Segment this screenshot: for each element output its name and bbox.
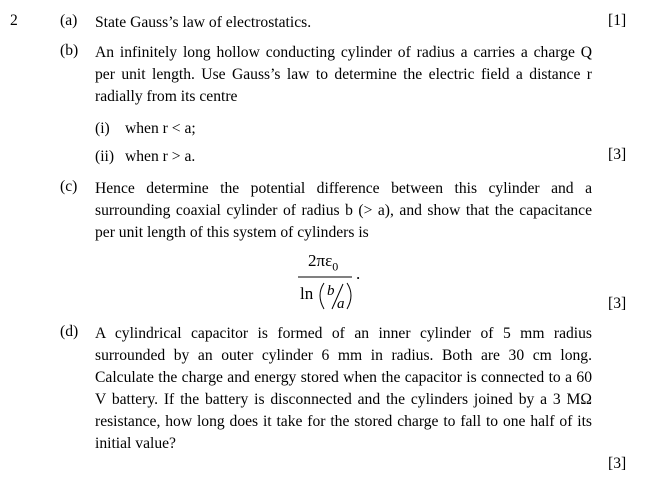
part-c-label: (c) <box>60 178 78 195</box>
subpart-ii-text: when r > a. <box>125 148 196 165</box>
formula-fraction-svg <box>296 249 376 313</box>
part-b-label: (b) <box>60 42 79 59</box>
part-d-marks: [3] <box>608 455 627 472</box>
right-paren <box>347 283 351 309</box>
part-a-text: State Gauss’s law of electrostatics. <box>95 14 312 31</box>
subpart-i-label: (i) <box>95 120 110 137</box>
part-b-text: An infinitely long hollow conducting cylinder of radius a carries a charge Q per unit length. Use Gauss’s law to determine the electric field a distance r radially from its centre <box>95 44 592 105</box>
part-d-text: A cylindrical capacitor is formed of an inner cylinder of 5 mm radius surrounded by an outer cylinder 6 mm in radius. Both are 30 cm long. Calculate the charge and energy stored when the capacitor is connected to a 60 V battery. If the battery is disconnected and the cylinders joined by a 3 MΩ resistance, how long does it take for the stored charge to fall to one half of its initial value? <box>95 325 592 452</box>
part-d-label: (d) <box>60 323 79 340</box>
left-paren <box>320 283 324 309</box>
part-d <box>60 323 592 455</box>
subpart-i-text: when r < a; <box>125 120 196 137</box>
formula-trailing: . <box>356 264 361 283</box>
part-c <box>60 178 592 244</box>
subpart-ii <box>95 146 592 168</box>
denominator-b: b <box>327 283 335 299</box>
part-b <box>60 42 592 108</box>
part-b-marks: [3] <box>608 146 627 163</box>
denominator-ln: ln <box>300 284 314 303</box>
part-c-text: Hence determine the potential difference between this cylinder and a surrounding coaxial cylinder of radius b (> a), and show that the capacitance per unit length of this system of cylinders is <box>95 180 592 241</box>
part-c-marks: [3] <box>608 295 627 312</box>
question-number: 2 <box>10 12 18 29</box>
denominator-a: a <box>337 296 345 312</box>
part-a-marks: [1] <box>608 12 627 29</box>
formula-numerator: $2\pi\varepsilon_0$ <box>308 251 339 274</box>
part-a-label: (a) <box>60 12 78 29</box>
subpart-ii-label: (ii) <box>95 148 115 165</box>
part-b-subparts <box>60 118 592 168</box>
subpart-i <box>95 118 592 146</box>
part-a <box>60 12 592 34</box>
capacitance-formula <box>296 249 376 313</box>
